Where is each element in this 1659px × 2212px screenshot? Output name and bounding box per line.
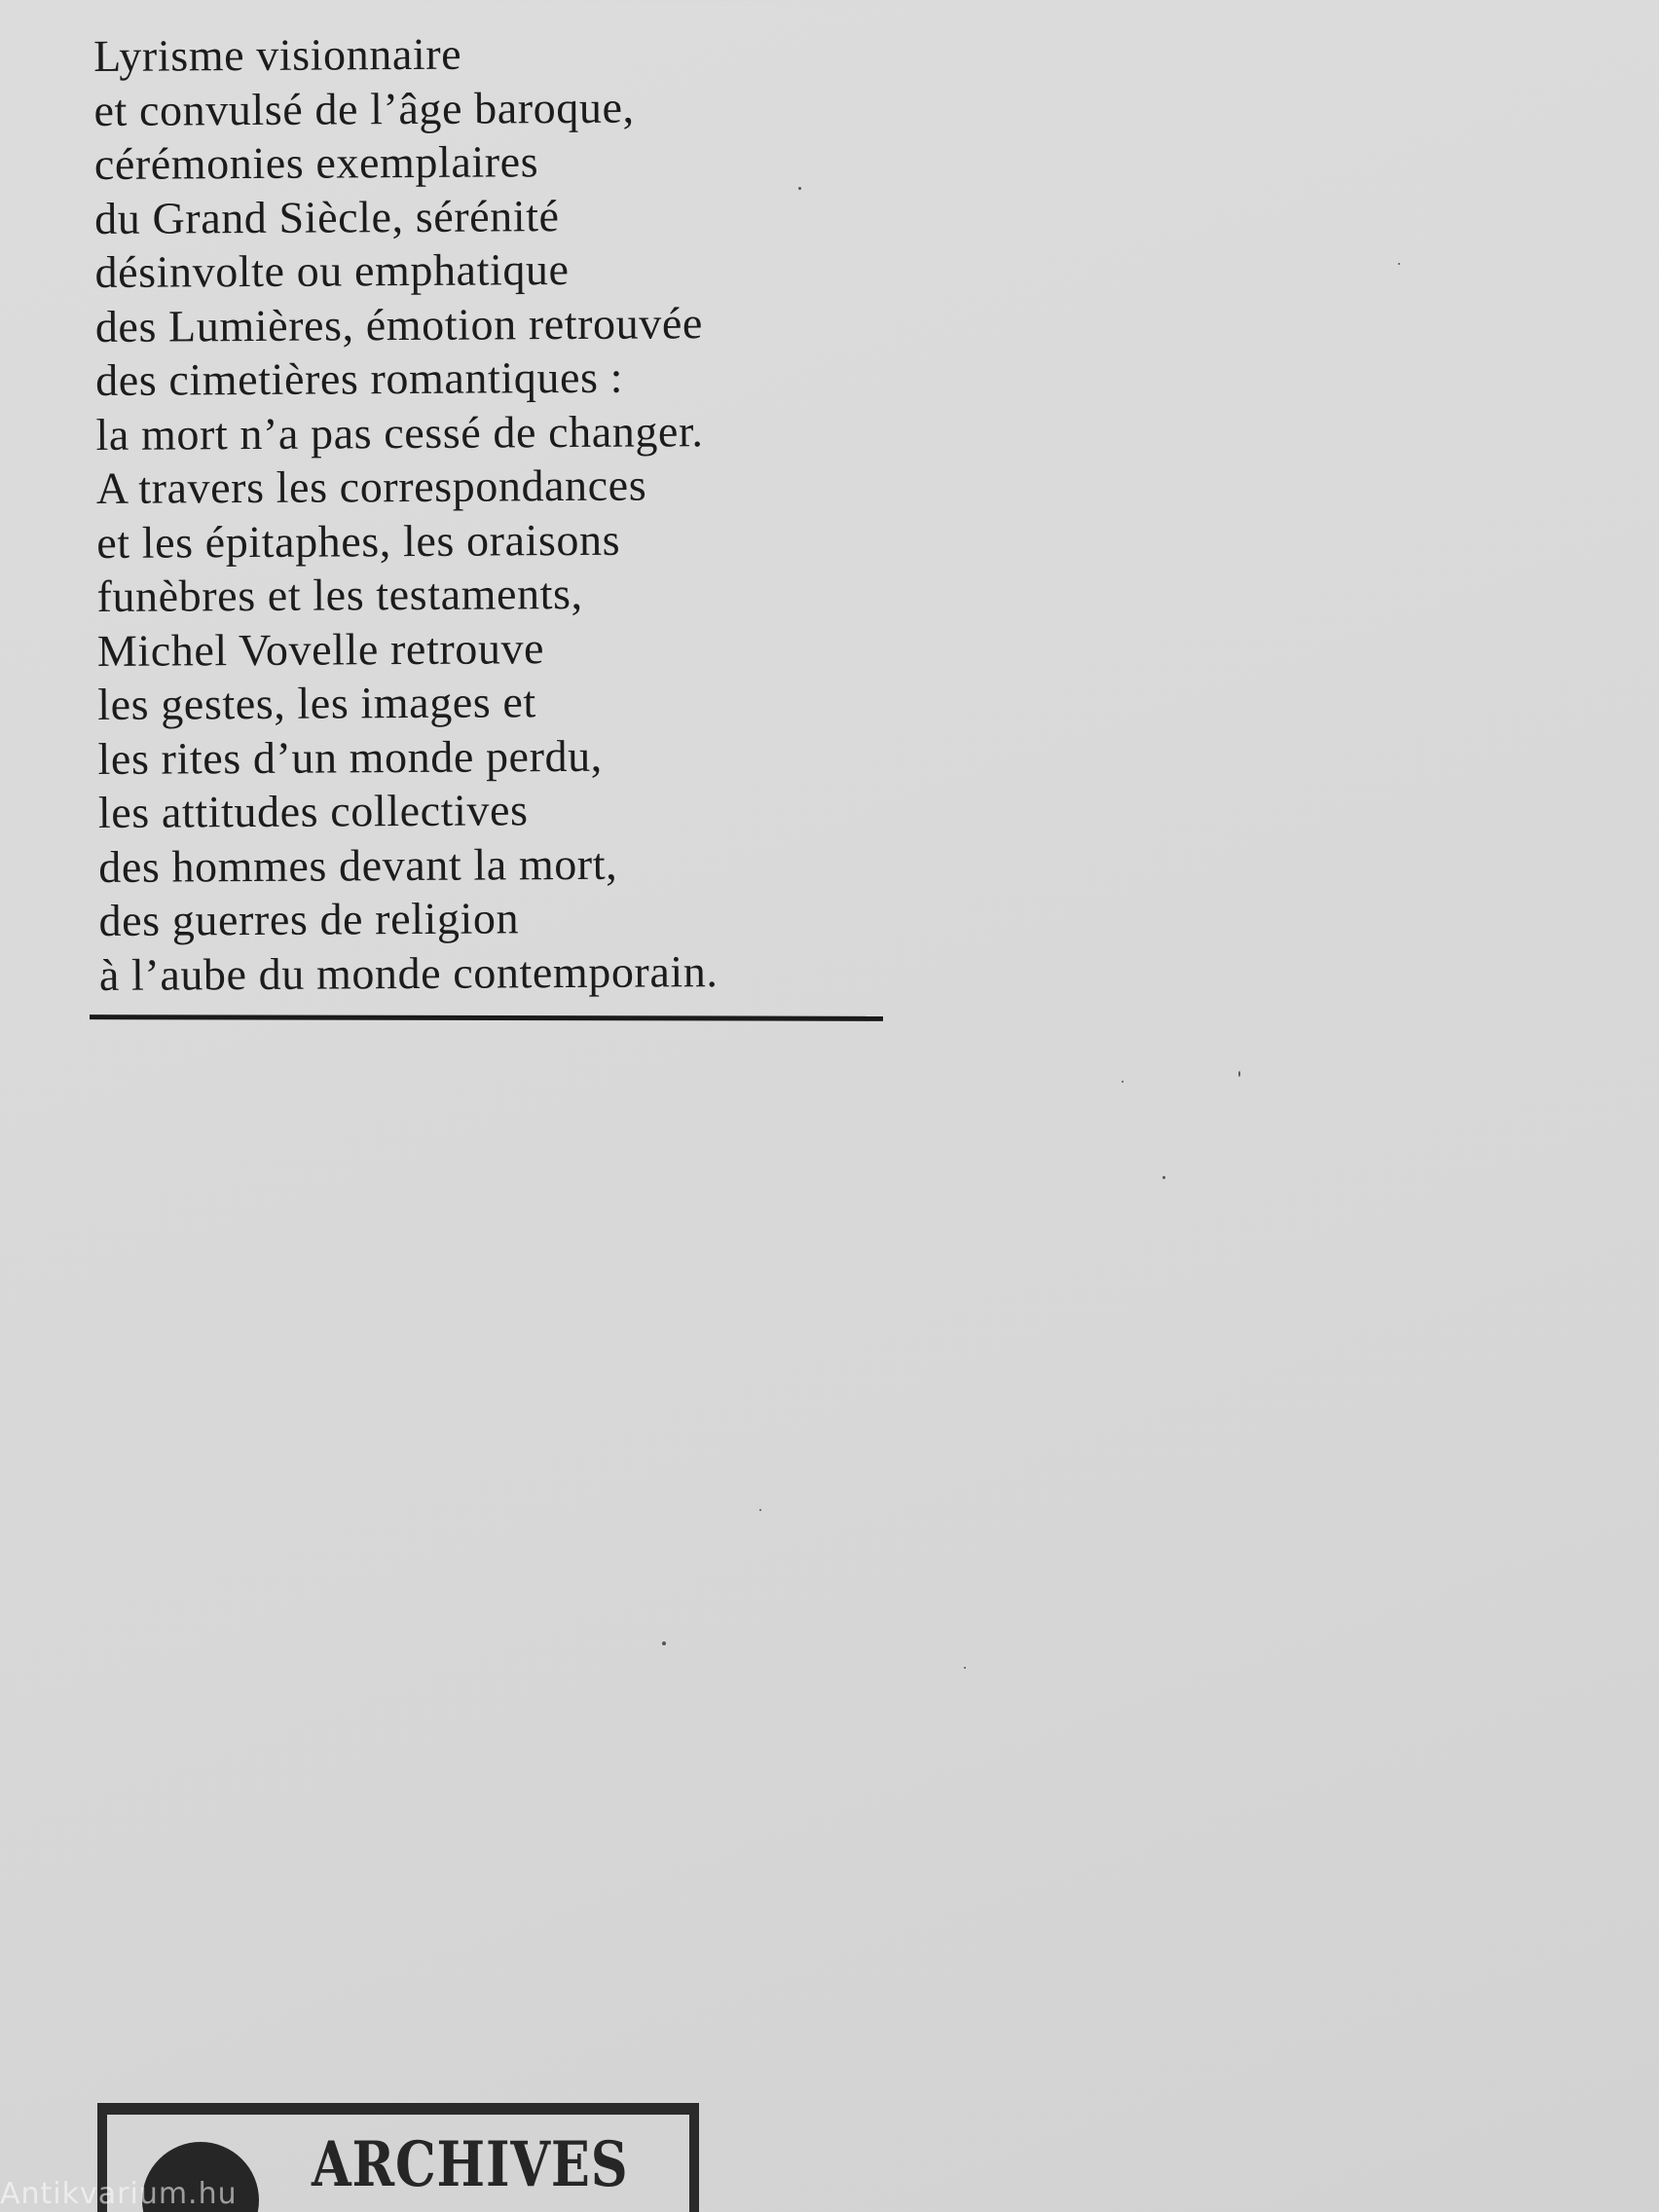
paper-speck bbox=[1122, 1081, 1124, 1083]
series-name: ARCHIVES bbox=[312, 2128, 629, 2201]
blurb-line: et convulsé de l’âge baroque, bbox=[93, 82, 635, 135]
blurb-line: et les épitaphes, les oraisons bbox=[96, 514, 621, 568]
paper-speck bbox=[662, 1641, 666, 1645]
paper-speck bbox=[1398, 263, 1400, 265]
blurb-line: Lyrisme visionnaire bbox=[93, 28, 462, 81]
watermark: Antikvarium.hu bbox=[0, 2177, 238, 2211]
blurb-line: funèbres et les testaments, bbox=[96, 568, 583, 621]
blurb-line: les gestes, les images et bbox=[97, 677, 536, 729]
blurb-line: des cimetières romantiques : bbox=[95, 351, 624, 405]
blurb-line: les attitudes collectives bbox=[97, 785, 529, 837]
blurb-underline-rule bbox=[90, 1014, 883, 1021]
blurb-line: les rites d’un monde perdu, bbox=[97, 730, 603, 784]
blurb-line: à l’aube du monde contemporain. bbox=[98, 945, 719, 1000]
blurb-line: A travers les correspondances bbox=[95, 460, 647, 513]
blurb-line: Michel Vovelle retrouve bbox=[96, 622, 545, 676]
blurb-line: des hommes devant la mort, bbox=[98, 838, 618, 892]
back-cover-blurb bbox=[93, 24, 898, 1002]
paper-speck bbox=[1238, 1071, 1240, 1077]
blurb-line: des guerres de religion bbox=[98, 893, 520, 945]
blurb-line: du Grand Siècle, sérénité bbox=[94, 190, 560, 243]
blurb-line: des Lumières, émotion retrouvée bbox=[94, 297, 704, 351]
paper-speck bbox=[964, 1667, 966, 1669]
blurb-line: cérémonies exemplaires bbox=[93, 136, 539, 189]
paper-speck bbox=[759, 1509, 761, 1511]
paper-speck bbox=[1162, 1176, 1165, 1179]
paper-speck bbox=[798, 187, 801, 190]
blurb-line: désinvolte ou emphatique bbox=[94, 244, 570, 297]
blurb-line: la mort n’a pas cessé de changer. bbox=[95, 405, 704, 460]
